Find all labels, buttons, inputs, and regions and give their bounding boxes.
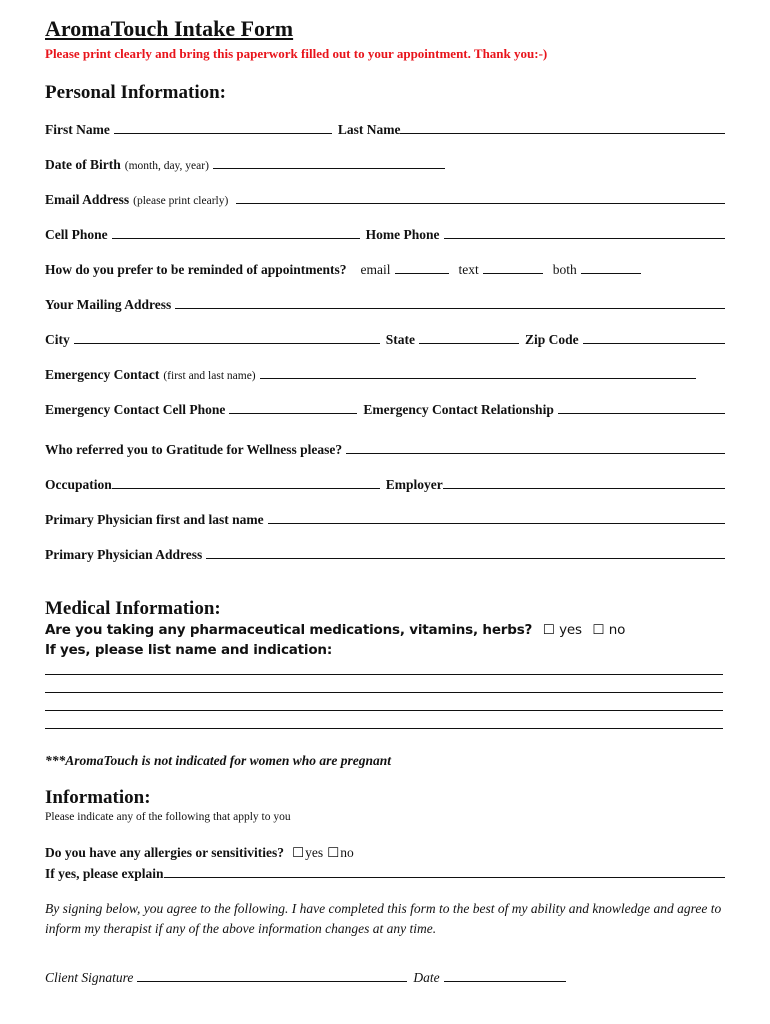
date-label: Date [413,970,440,985]
employer-label: Employer [385,477,443,492]
allergies-explain-row [45,865,725,885]
zip-field[interactable] [583,331,725,344]
email-note: (please print clearly) [133,195,229,207]
agreement-text: By signing below, you agree to the following. I have completed this form to the best of my ability and knowledge and agree to inform my therapist if any of the above information changes at any time. [45,901,722,936]
cell-phone-label: Cell Phone [45,227,108,242]
state-label: State [385,332,415,347]
first-name-field[interactable] [114,121,332,134]
medications-no-checkbox[interactable]: ☐ [592,622,605,638]
medications-line-1[interactable] [45,674,723,675]
reminder-both-field[interactable] [581,261,641,274]
personal-info-heading: Personal Information: [45,82,227,103]
city-field[interactable] [74,331,380,344]
emergency-contact-field[interactable] [260,366,696,379]
signature-row [45,969,725,989]
emergency-contact-label: Emergency Contact [45,367,160,382]
mailing-address-label: Your Mailing Address [45,297,172,312]
allergies-row [45,845,725,865]
emergency-row [45,366,725,386]
medications-line-4[interactable] [45,728,723,729]
dob-row [45,156,725,176]
information-heading: Information: [45,787,151,808]
client-signature-field[interactable] [137,969,407,982]
occupation-field[interactable] [112,476,380,489]
pregnancy-warning: ***AromaTouch is not indicated for women who are pregnant [45,753,392,768]
state-field[interactable] [419,331,519,344]
medications-yes-checkbox[interactable]: ☐ [542,622,555,638]
form-title: AromaTouch Intake Form [45,16,294,41]
physician-address-label: Primary Physician Address [45,547,203,562]
allergies-question: Do you have any allergies or sensitivities? [45,845,284,860]
medications-question-row [45,622,625,638]
home-phone-field[interactable] [444,226,726,239]
emergency-relationship-label: Emergency Contact Relationship [363,402,554,417]
reminder-question: How do you prefer to be reminded of appointments? [45,262,347,277]
emergency-relationship-field[interactable] [558,401,725,414]
physician-row [45,511,725,531]
medical-info-heading: Medical Information: [45,598,221,619]
dob-note: (month, day, year) [124,160,209,172]
employer-field[interactable] [443,476,725,489]
physician-name-field[interactable] [268,511,725,524]
phone-row [45,226,725,246]
information-instruction: Please indicate any of the following that apply to you [45,811,291,823]
occupation-row [45,476,725,496]
allergies-no-checkbox[interactable]: ☐ [327,845,340,861]
reminder-email-label: email [360,262,391,277]
email-label: Email Address [45,192,130,207]
medications-line-3[interactable] [45,710,723,711]
physician-address-row [45,546,725,566]
allergies-yes-checkbox[interactable]: ☐ [292,845,305,861]
last-name-field[interactable] [400,121,725,134]
referral-row [45,441,725,461]
allergies-explain-field[interactable] [164,865,725,878]
emergency-detail-row [45,401,725,421]
last-name-label: Last Name [337,122,401,137]
zip-label: Zip Code [525,332,579,347]
medications-line-2[interactable] [45,692,723,693]
client-signature-label: Client Signature [45,970,134,985]
email-field[interactable] [236,191,725,204]
reminder-email-field[interactable] [395,261,449,274]
form-instructions: Please print clearly and bring this paperwork filled out to your appointment. Thank you:-) [45,46,548,61]
medications-question: Are you taking any pharmaceutical medications, vitamins, herbs? [45,622,533,638]
city-row [45,331,725,351]
allergies-explain-label: If yes, please explain [45,866,164,881]
medications-yes-label: yes [559,622,582,638]
referral-field[interactable] [346,441,725,454]
physician-name-label: Primary Physician first and last name [45,512,264,527]
date-field[interactable] [444,969,566,982]
mailing-row [45,296,725,316]
reminder-both-label: both [552,262,577,277]
dob-field[interactable] [213,156,445,169]
city-label: City [45,332,70,347]
allergies-no-label: no [340,845,354,860]
reminder-text-field[interactable] [483,261,543,274]
reminder-row [45,261,725,281]
emergency-cell-field[interactable] [229,401,357,414]
occupation-label: Occupation [45,477,112,492]
email-row [45,191,725,211]
medications-no-label: no [608,622,626,638]
reminder-text-label: text [458,262,479,277]
allergies-yes-label: yes [305,845,324,860]
cell-phone-field[interactable] [112,226,360,239]
emergency-contact-note: (first and last name) [163,370,256,382]
name-row [45,121,725,141]
medications-list-prompt: If yes, please list name and indication: [45,642,333,658]
first-name-label: First Name [45,122,110,137]
emergency-cell-label: Emergency Contact Cell Phone [45,402,226,417]
dob-label: Date of Birth [45,157,121,172]
physician-address-field[interactable] [206,546,725,559]
mailing-address-field[interactable] [175,296,725,309]
referral-label: Who referred you to Gratitude for Wellness please? [45,442,343,457]
home-phone-label: Home Phone [365,227,440,242]
